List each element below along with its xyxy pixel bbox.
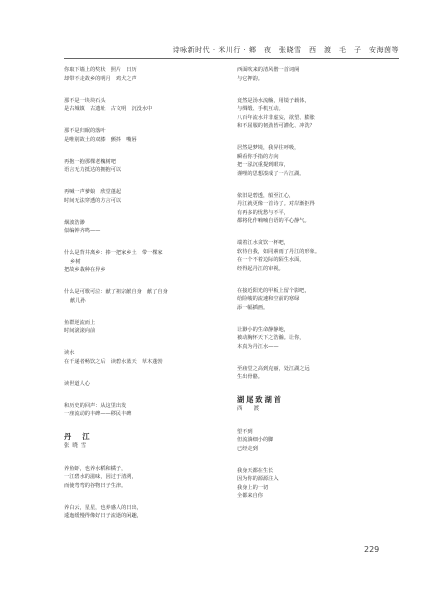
poem-line: 在接近阳光的甲板上留个影吧， (237, 287, 310, 294)
stanza (237, 192, 399, 226)
poem-line: 乡树 (70, 258, 81, 265)
poem-line: 时间滚滚向前 (64, 328, 96, 334)
stanza (64, 158, 214, 175)
stanza (237, 97, 399, 131)
poem-line: 那不是一块块石头 (64, 97, 106, 104)
poem-line: 我身上的一切 (237, 484, 269, 491)
poem-line: 和不屈服的韧劲皆可灌化、冲洗？ (237, 123, 315, 129)
poem-line: 一座流动的丰碑——移民丰碑 (64, 411, 132, 417)
poem-line: 却带不走故乡的明月 鸡犬之声 (64, 75, 137, 82)
poem-line: 献儿孙 (70, 297, 86, 304)
poem-line: 经得起丹江的审视。 (237, 265, 284, 272)
stanza (64, 249, 214, 275)
poem-title: 丹 江 (64, 432, 92, 441)
poem-line: 依旧是碧透，船至江心， (237, 192, 295, 199)
poem-line: 至庙堂之高到克丽，处江湖之远 (237, 365, 310, 372)
poem-line: 丹江就更像一首诗了。对岸渐拒得 (237, 201, 315, 207)
poem-line: 让渺小的生命静静地， (237, 326, 289, 333)
poem-line: 谨哩的思想凑成了一片江湖。 (237, 170, 305, 177)
poem-line: 我身天都在生长 (237, 467, 274, 474)
poem-line: 都将化作喃喃自语的平心静气。 (237, 218, 310, 224)
poem-line: 生出骨骼。 (237, 374, 263, 380)
stanza (64, 380, 214, 389)
poem-line: 再抱一抱那棵老槐树吧 (64, 158, 116, 165)
poem-line: 全都来自你 (237, 493, 263, 499)
poem-line: 语言无力抵达的拥抱可以 (64, 167, 122, 173)
stanza (237, 66, 399, 83)
poem-line: 给险峻的流速和空前的寒绿 (237, 296, 300, 302)
stanza (237, 428, 399, 454)
poem-line: 但流淌细小的脚 (237, 437, 274, 443)
poem-line: 是唯别故土的双膝 颤抖 嘴唇 (64, 136, 137, 143)
stanza (64, 402, 214, 419)
poem-line: 在一个不着边际的陌生水面， (237, 257, 305, 263)
poem-title: 湖尾致湖首 (237, 395, 283, 404)
poem-author: 张晓雪 (64, 443, 90, 449)
stanza (237, 326, 399, 352)
poem-line: 八百年流水并非虚妄，欲望、膨胀 (237, 114, 315, 121)
stanza (64, 66, 214, 83)
stanza (64, 127, 214, 144)
poem-line: 什么是背井离乡：捧一把家乡土 带一棵家 (64, 250, 163, 256)
poem-line: 你取下墙上的奖状 照片 日历 (64, 67, 137, 73)
poem-line: 那不是归眠的落叶 (64, 128, 106, 134)
poem-line: 一江碧水的滋味，因过于清洌， (64, 474, 137, 480)
poem-line: 鱼群逆流而上 (64, 319, 96, 326)
poem-line: 把一泓沉重提到眼帘， (237, 162, 289, 168)
poem-line: 时间无法穿透的方言可以 (64, 197, 122, 204)
stanza (64, 288, 214, 305)
stanza (237, 239, 399, 273)
poem-line: 已经走到 (237, 445, 258, 452)
poem-line: 望不到 (237, 428, 253, 435)
poem-line: 把故乡栽种在异乡 (64, 267, 106, 273)
poem-line: 和历史的回声：从这里出发 (64, 402, 127, 409)
poem-line: 是古城镇 古遗址 古文明 沉没水中 (64, 106, 153, 112)
poem-line: 西面吹来的清风偕一首词阕 (237, 67, 300, 73)
stanza (64, 349, 214, 366)
stanza (237, 287, 399, 313)
poem-line: 居然是梦境，我昇往呼吸， (237, 145, 300, 151)
poem-line: 在千递者畅饮之后 读碧水蓝天 草木蓬勃 (64, 358, 163, 365)
stanza (64, 219, 214, 236)
poem-line: 瞬看你手指的方向 (237, 153, 279, 160)
stanza (64, 188, 214, 205)
poem-line: 本真为丹江水—— (237, 343, 279, 350)
poem-line: 似编钟齐鸣—— (64, 228, 101, 234)
stanza (64, 97, 214, 114)
stanza (237, 467, 399, 501)
poem-line: 被动胸怀天下之浩瀚。让你， (237, 335, 305, 341)
poem-line: 端着江水贪饮一杯吧， (237, 240, 289, 246)
poem-line: 养鱼虾，也养水稻和橘子， (64, 465, 127, 472)
poem-line: 养白云，星星，也养感人的日出， (64, 504, 142, 511)
stanza (237, 365, 399, 382)
poem-line: 而使弯弯的谷物曰子生津。 (64, 482, 127, 489)
right-column (237, 66, 399, 514)
poem-line: 软待自我，如同素雨了丹江的形象。 (237, 248, 321, 255)
poem-line: 读水 (64, 350, 75, 356)
poem-line: 有再多的忧愁与不平， (237, 209, 289, 216)
poem-line: 逶迤缓慢得像好日子流逝的闲趣， (64, 513, 142, 519)
poem-line: 竟然是汤水流觞，用镜子载体， (237, 97, 310, 104)
stanza (64, 319, 214, 336)
poem-line: 再喊一声爹娘 欣堂蓬起 (64, 189, 122, 195)
stanza (64, 504, 214, 521)
left-column (64, 66, 214, 534)
stanza (64, 465, 214, 491)
stanza (237, 144, 399, 178)
poem-line: 烟波浩渺 (64, 219, 85, 226)
poem-line: 与它押韵。 (237, 75, 263, 82)
poem-author: 西 渡 (237, 406, 263, 412)
poem-line: 因为你的源源注入 (237, 476, 279, 482)
poem-line: 什么是可歌可泣：献了祖宗献自身 献了自身 (64, 289, 168, 295)
page-number: 229 (364, 545, 380, 554)
poem-line: 读世道人心 (64, 380, 90, 387)
poem-line: 添一幅插画。 (237, 304, 269, 311)
header-rule (64, 58, 399, 59)
poem-line: 与绸缎、手机互动。 (237, 106, 284, 112)
running-header: 诗咏新时代 · 米川行 · 鄉 夜 张晓雪 西 渡 毛 子 安海茵等 (172, 46, 399, 54)
